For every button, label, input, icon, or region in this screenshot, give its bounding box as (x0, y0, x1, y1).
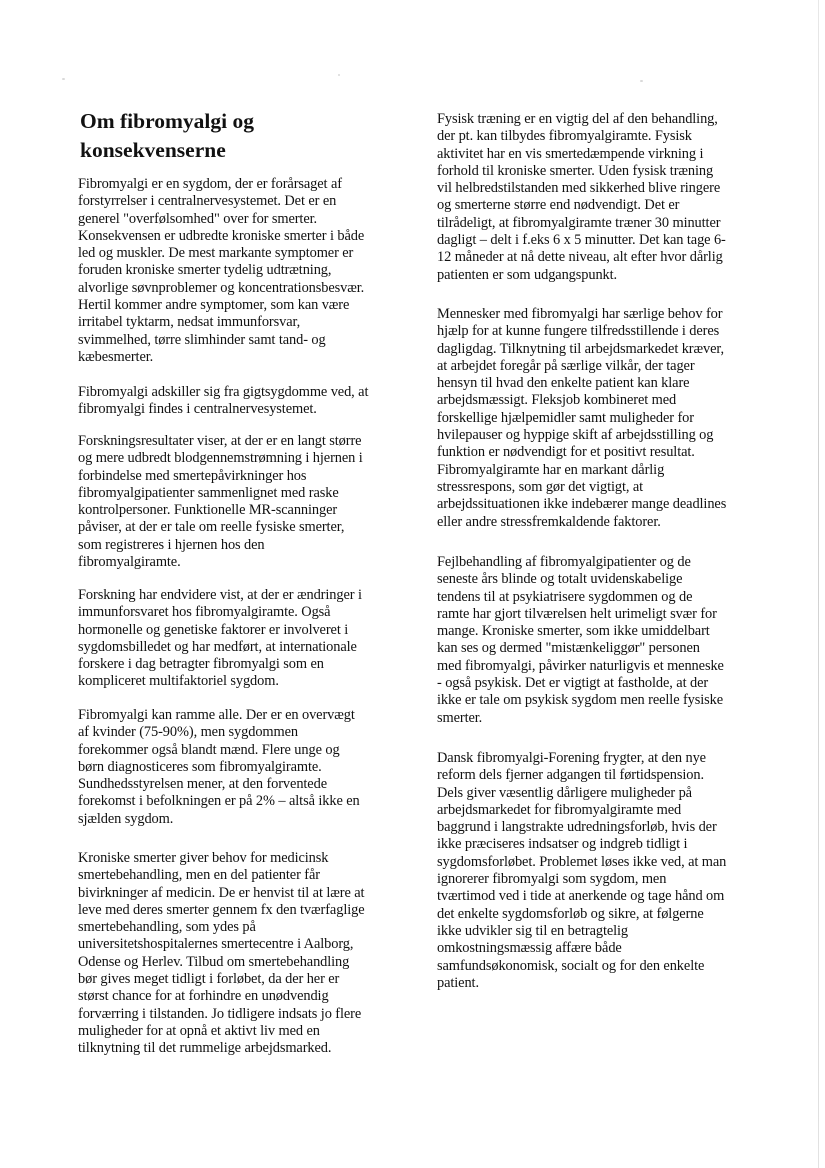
scan-edge-line (818, 0, 819, 1168)
paragraph: Dansk fibromyalgi-Forening frygter, at den nye reform dels fjerner adgangen til førtidspension. Dels giver væsentlig dårligere muligheder på arbejdsmarkedet for fibromyalgiramte med baggrund i langstrakte udredningsforløb, hvis der ikke præciseres indsatser og indgreb tidligt i sygdomsforløbet. Problemet løses ikke ved, at man ignorerer fibromyalgi som sygdom, men tværtimod ved i tide at anerkende og tage hånd om det enkelte sygdomsforløb og sikre, at følgerne ikke udvikler sig til en betragtelig omkostningsmæssig affære både samfundsøkonomisk, socialt og for den enkelte patient. (437, 750, 727, 991)
paragraph: Fibromyalgi er en sygdom, der er forårsaget af forstyrrelser i centralnervesystemet. Det er en generel "overfølsomhed" over for smerter. Konsekvensen er udbredte kroniske smerter i både led og muskler. De mest markante symptomer er foruden kroniske smerter tydelig udtrætning, alvorlige søvnproblemer og koncentrationsbesvær. Hertil kommer andre symptomer, som kan være irritabel tyktarm, nedsat immunforsvar, svimmelhed, tørre slimhinder samt tand- og kæbesmerter. (78, 176, 365, 365)
paragraph: Fibromyalgi adskiller sig fra gigtsygdomme ved, at fibromyalgi findes i centralnervesystemet. (78, 384, 369, 418)
paragraph: Fysisk træning er en vigtig del af den behandling, der pt. kan tilbydes fibromyalgiramte. Fysisk aktivitet har en vis smertedæmpende virkning i forhold til kroniske smerter. Uden fysisk træning vil helbredstilstanden med sikkerhed blive ringere og smerterne større end nødvendigt. Det er tilrådeligt, at fibromyalgiramte træner 30 minutter dagligt – delt i f.eks 6 x 5 minutter. Det kan tage 6- 12 måneder at nå dette niveau, alt efter hvor dårlig patienten er som udgangspunkt. (437, 111, 726, 283)
paragraph: Forskning har endvidere vist, at der er ændringer i immunforsvaret hos fibromyalgiramte. Også hormonelle og genetiske faktorer er involveret i sygdomsbilledet og har medført, at internationale forskere i dag betragter fibromyalgi som en kompliceret multifaktoriel sygdom. (78, 587, 362, 690)
paragraph: Kroniske smerter giver behov for medicinsk smertebehandling, men en del patienter får bivirkninger af medicin. De er henvist til at lære at leve med deres smerter gennem fx den tværfaglige smertebehandling, som ydes på universitetshospitalernes smertecentre i Aalborg, Odense og Herlev. Tilbud om smertebehandling bør gives meget tidligt i forløbet, da der her er størst chance for at forhindre en unødvendig forværring i tilstanden. Jo tidligere indsats jo flere muligheder for at opnå et aktivt liv med en tilknytning til det rummelige arbejdsmarked. (78, 850, 365, 1057)
scan-speck (62, 78, 65, 80)
document-title: Om fibromyalgi og konsekvenserne (80, 109, 254, 162)
paragraph: Forskningsresultater viser, at der er en langt større og mere udbredt blodgennemstrømning i hjernen i forbindelse med smertepåvirkninger hos fibromyalgipatienter sammenlignet med raske kontrolpersoner. Funktionelle MR-scanninger påviser, at der er tale om reelle fysiske smerter, som registreres i hjernen hos den fibromyalgiramte. (78, 433, 363, 571)
paragraph: Fibromyalgi kan ramme alle. Der er en overvægt af kvinder (75-90%), men sygdommen forekommer også blandt mænd. Flere unge og børn diagnosticeres som fibromyalgiramte. Sundhedsstyrelsen mener, at den forventede forekomst i befolkningen er på 2% – altså ikke en sjælden sygdom. (78, 707, 360, 827)
paragraph: Mennesker med fibromyalgi har særlige behov for hjælp for at kunne fungere tilfredsstillende i deres dagligdag. Tilknytning til arbejdsmarkedet kræver, at arbejdet foregår på særlige vilkår, der tager hensyn til hvad den enkelte patient kan klare arbejdsmæssigt. Fleksjob kombineret med forskellige hjælpemidler samt muligheder for hvilepauser og hyppige skift af arbejdsstilling og funktion er nødvendigt for et positivt resultat. Fibromyalgiramte har en markant dårlig stressrespons, som gør det vigtigt, at arbejdssituationen ikke indebærer mange deadlines eller andre stressfremkaldende faktorer. (437, 306, 727, 530)
paragraph: Fejlbehandling af fibromyalgipatienter og de seneste års blinde og totalt uvidenskabelige tendens til at psykiatrisere sygdommen og de ramte har gjort tilværelsen helt urimeligt svær for mange. Kroniske smerter, som ikke umiddelbart kan ses og dermed "mistænkeliggør" personen med fibromyalgi, påvirker naturligvis et menneske - også psykisk. Det er vigtigt at fastholde, at der ikke er tale om psykisk sygdom men reelle fysiske smerter. (437, 554, 724, 726)
scan-speck (338, 74, 340, 76)
scan-speck (640, 80, 643, 82)
